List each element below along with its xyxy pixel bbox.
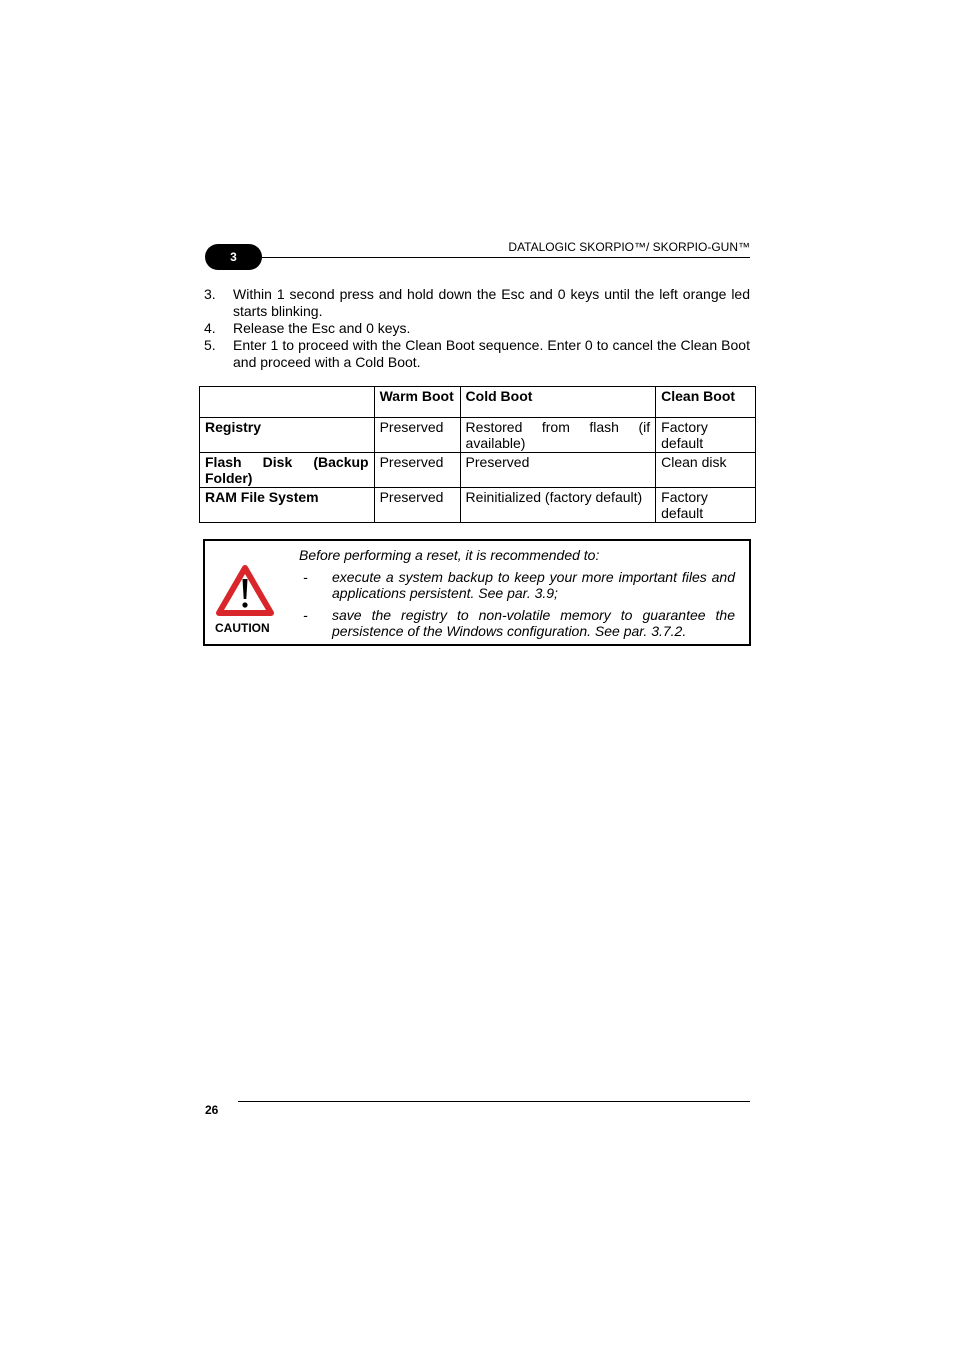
table-cell: Preserved	[374, 453, 460, 488]
table-cell: Preserved	[374, 418, 460, 453]
table-cell: Restored from flash (if available)	[460, 418, 656, 453]
table-cell: Clean disk	[656, 453, 756, 488]
step-item	[204, 286, 750, 320]
caution-intro: Before performing a reset, it is recommended to:	[299, 547, 600, 563]
table-row	[200, 488, 756, 523]
list-bullet: -	[303, 569, 308, 585]
table-row	[200, 418, 756, 453]
caution-notice	[203, 539, 751, 646]
table-row-label: Registry	[200, 418, 375, 453]
table-row	[200, 453, 756, 488]
step-text: Within 1 second press and hold down the Esc and 0 keys until the left orange led starts blinking.	[233, 286, 750, 319]
chapter-number: 3	[230, 250, 237, 264]
list-item	[299, 607, 735, 639]
warning-triangle-icon	[216, 565, 274, 617]
header-rule	[236, 257, 750, 258]
step-number: 3.	[204, 286, 216, 302]
step-number: 5.	[204, 337, 216, 353]
step-item	[204, 337, 750, 371]
step-number: 4.	[204, 320, 216, 336]
page-number: 26	[205, 1103, 219, 1117]
table-row-label: Flash Disk (Backup Folder)	[200, 453, 375, 488]
procedure-steps	[204, 286, 750, 371]
step-text: Release the Esc and 0 keys.	[233, 320, 411, 336]
chapter-number-badge	[205, 244, 262, 270]
table-header-cell	[200, 387, 375, 418]
table-header-cell: Clean Boot	[656, 387, 756, 418]
table-header-row	[200, 387, 756, 418]
step-item	[204, 320, 750, 337]
table-cell: Reinitialized (factory default)	[460, 488, 656, 523]
caution-content	[299, 547, 735, 645]
table-cell: Preserved	[374, 488, 460, 523]
list-item-text: save the registry to non-volatile memory to guarantee the persistence of the Windows configuration. See par. 3.7.2.	[332, 607, 735, 639]
table-cell: Factory default	[656, 418, 756, 453]
table-row-label: RAM File System	[200, 488, 375, 523]
list-item	[299, 569, 735, 601]
step-text: Enter 1 to proceed with the Clean Boot sequence. Enter 0 to cancel the Clean Boot and proceed with a Cold Boot.	[233, 337, 750, 370]
table-cell: Factory default	[656, 488, 756, 523]
document-title: DATALOGIC SKORPIO™/ SKORPIO-GUN™	[508, 240, 750, 254]
caution-label: CAUTION	[215, 621, 270, 635]
list-bullet: -	[303, 607, 308, 623]
footer-rule	[238, 1101, 750, 1102]
table-header-cell: Cold Boot	[460, 387, 656, 418]
list-item-text: execute a system backup to keep your more important files and applications persistent. See par. 3.9;	[332, 569, 735, 601]
boot-comparison-table	[199, 386, 756, 523]
table-header-cell: Warm Boot	[374, 387, 460, 418]
table-cell: Preserved	[460, 453, 656, 488]
